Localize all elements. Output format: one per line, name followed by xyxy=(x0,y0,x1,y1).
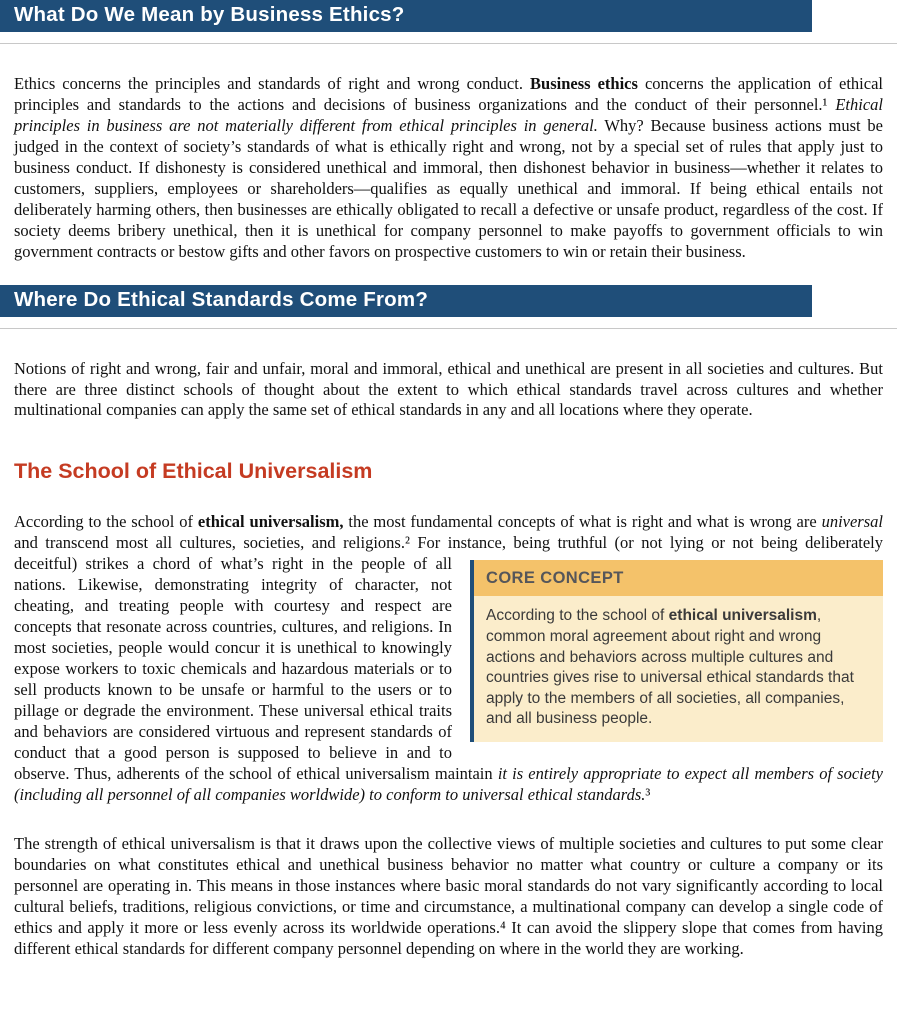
section-divider xyxy=(0,43,897,44)
section-title-business-ethics: What Do We Mean by Business Ethics? xyxy=(14,3,405,27)
section-banner-business-ethics xyxy=(0,0,812,32)
core-concept-body: According to the school of ethical universalism, common moral agreement about right and wrong actions and behaviors across multiple cultures and countries gives rise to universal ethical standards that apply to the members of all societies, all companies, and all business people. xyxy=(474,596,883,742)
paragraph-universalism xyxy=(14,512,883,805)
paragraph-universalism-intro: According to the school of ethical universalism, the most fundamental concepts of what is right and what is wrong are universal and transcend most all cultures, societies, and religions.² For instance, being truthful (or not xyxy=(14,512,883,553)
section-divider xyxy=(0,328,897,329)
core-concept-header: CORE CONCEPT xyxy=(474,560,883,596)
paragraph-universalism-strength: The strength of ethical universalism is that it draws upon the collective views of multiple societies and cultures to put some clear boundaries on what constitutes ethical and unethical business behavior no matter what country or culture a company or its personnel are operating in. This means in those instances where basic moral standards do not vary significantly according to local cultural beliefs, traditions, religious convictions, or time and circumstance, a multinational company can develop a single code of ethics and apply it more or less evenly across its worldwide operations.⁴ It can avoid the slippery slope that comes from having different ethical standards for different company personnel depending on where in the world they are working. xyxy=(14,833,883,958)
paragraph-business-ethics: Ethics concerns the principles and standards of right and wrong conduct. Business ethics concerns the application of ethical principles and standards to the actions and decisions of business organizations and the conduct of their personnel.¹ Ethical principles in business are not materially different from ethical principles in general. Why? Because business actions must be judged in the context of society’s standards of what is ethically right and wrong, not by a special set of rules that apply just to business conduct. If dishonesty is considered unethical and immoral, then dishonest behavior in business—whether it relates to customers, suppliers, employees or shareholders—qualifies as equally unethical and immoral. If being ethical entails not deliberately harming others, then businesses are ethically obligated to recall a defective or unsafe product, regardless of the cost. If society deems bribery unethical, then it is unethical for company personnel to make payoffs to government officials to win government contracts or bestow gifts and other favors on prospective customers to win or retain their business. xyxy=(14,74,884,261)
section-title-ethical-standards: Where Do Ethical Standards Come From? xyxy=(14,287,429,311)
core-concept-box xyxy=(470,560,883,742)
section-banner-ethical-standards xyxy=(0,285,812,317)
paragraph-ethical-standards: Notions of right and wrong, fair and unfair, moral and immoral, ethical and unethical are present in all societies and cultures. But there are three distinct schools of thought about the extent to which ethical standards travel across cultures and whether multinational companies can apply the same set of ethical standards in any and all locations where they operate. xyxy=(14,358,883,420)
subsection-title-ethical-universalism: The School of Ethical Universalism xyxy=(14,459,373,484)
paragraph-universalism-wrap: lying or not being deliberately deceitful) strikes a chord of what’s right in the people of all nations. Likewise, demonstrating integrity of character, not cheating, and treating people with courtesy and respect are concepts that resonate across countries, cultures, and religions. In most societies, people would concur it is unethical to knowingly expose workers to toxic chemicals and hazardous materials or to sell products known to be unsafe or harmful to the users or to pillage or degrade the environment. These universal ethical traits and behaviors are considered virtuous and represent standards of conduct that a good person is supposed to believe in and to observe. Thus, adherents of the school of ethical universalism maintain it is entirely appropriate to expect all members of society (including all personnel of all companies worldwide) to conform to universal ethical standards.³ xyxy=(14,533,884,804)
